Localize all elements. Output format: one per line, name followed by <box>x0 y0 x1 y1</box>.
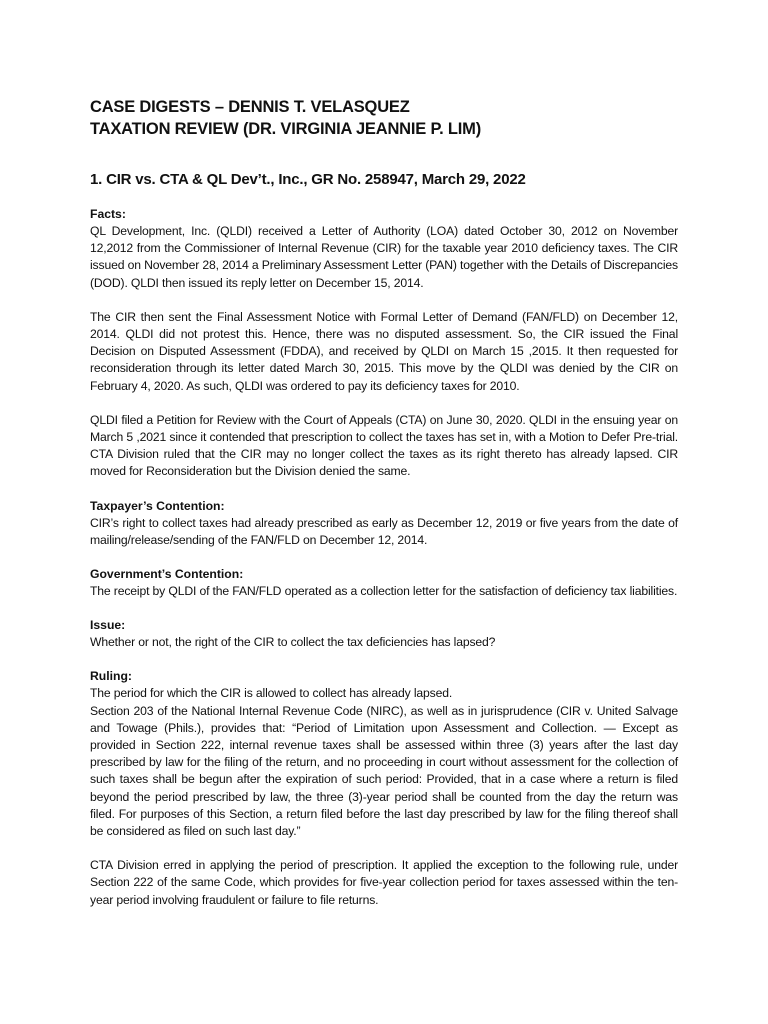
taxpayer-contention-paragraph: CIR’s right to collect taxes had already prescribed as early as December 12, 2019 or five years from the date of mailing/release/sending of the FAN/FLD on December 12, 2014. <box>90 515 678 547</box>
facts-paragraph-1: QL Development, Inc. (QLDI) received a Letter of Authority (LOA) dated October 30, 2012 on November 12,2012 from the Commissioner of Internal Revenue (CIR) for the taxable year 2010 deficiency taxes. The CIR issued on November 28, 2014 a Preliminary Assessment Letter (PAN) together with the Details of Discrepancies (DOD). QLDI then issued its reply letter on December 15, 2014. <box>90 224 678 290</box>
spacer <box>90 481 678 498</box>
facts-paragraph-3: QLDI filed a Petition for Review with the Court of Appeals (CTA) on June 30, 2020. QLDI in the ensuing year on March 5 ,2021 since it contended that prescription to collect the taxes has set in, with a Motion to Defer Pre-trial. CTA Division ruled that the CIR may no longer collect the taxes as its right thereto has already lapsed. CIR moved for Reconsideration but the Division denied the same. <box>90 412 678 479</box>
spacer <box>90 395 678 412</box>
issue-paragraph: Whether or not, the right of the CIR to collect the tax deficiencies has lapsed? <box>90 635 496 650</box>
facts-paragraph-2: The CIR then sent the Final Assessment Notice with Formal Letter of Demand (FAN/FLD) on December 12, 2014. QLDI did not protest this. Hence, there was no disputed assessment. So, the CIR issued the Final Decision on Disputed Assessment (FDDA), and received by QLDI on March 15 ,2015. It then requested for reconsideration through its letter dated March 30, 2015. This move by the QLDI was denied by the CIR on February 4, 2020. As such, QLDI was ordered to pay its deficiency taxes for 2010. <box>90 309 678 393</box>
spacer <box>90 549 678 566</box>
facts-heading: Facts: <box>90 207 126 221</box>
ruling-paragraph-3: CTA Division erred in applying the period of prescription. It applied the exception to the following rule, under Section 222 of the same Code, which provides for five-year collection period for taxes assessed within the ten-year period involving fraudulent or failure to file returns. <box>90 858 678 907</box>
spacer <box>90 840 678 857</box>
spacer <box>90 292 678 309</box>
issue-heading: Issue: <box>90 618 126 633</box>
document-title-line-1: CASE DIGESTS – DENNIS T. VELASQUEZ <box>90 98 410 116</box>
spacer <box>90 651 678 668</box>
taxpayer-contention-heading: Taxpayer’s Contention: <box>90 498 225 513</box>
case-title: 1. CIR vs. CTA & QL Dev’t., Inc., GR No. 258947, March 29, 2022 <box>90 171 526 188</box>
spacer <box>90 600 678 617</box>
government-contention-heading: Government’s Contention: <box>90 567 244 582</box>
ruling-paragraph-2: Section 203 of the National Internal Revenue Code (NIRC), as well as in jurisprudence (CIR v. United Salvage and Towage (Phils.), provides that: “Period of Limitation upon Assessment and Collection. — Except as provided in Section 222, internal revenue taxes shall be assessed within three (3) years after the last day prescribed by law for the filing of the return, and no proceeding in court without assessment for the collection of such taxes shall be begun after the expiration of such period: Provided, that in a case where a return is filed beyond the period prescribed by law, the three (3)-year period shall be counted from the day the return was filed. For purposes of this Section, a return filed before the last day prescribed by law for the filing thereof shall be considered as filed on such last day.” <box>90 703 678 839</box>
government-contention-paragraph: The receipt by QLDI of the FAN/FLD operated as a collection letter for the satisfaction of deficiency tax liabilities. <box>90 584 678 599</box>
ruling-heading: Ruling: <box>90 669 132 684</box>
ruling-paragraph-1: The period for which the CIR is allowed to collect has already lapsed. <box>90 686 453 701</box>
document-title-line-2: TAXATION REVIEW (DR. VIRGINIA JEANNIE P. LIM) <box>90 120 481 138</box>
